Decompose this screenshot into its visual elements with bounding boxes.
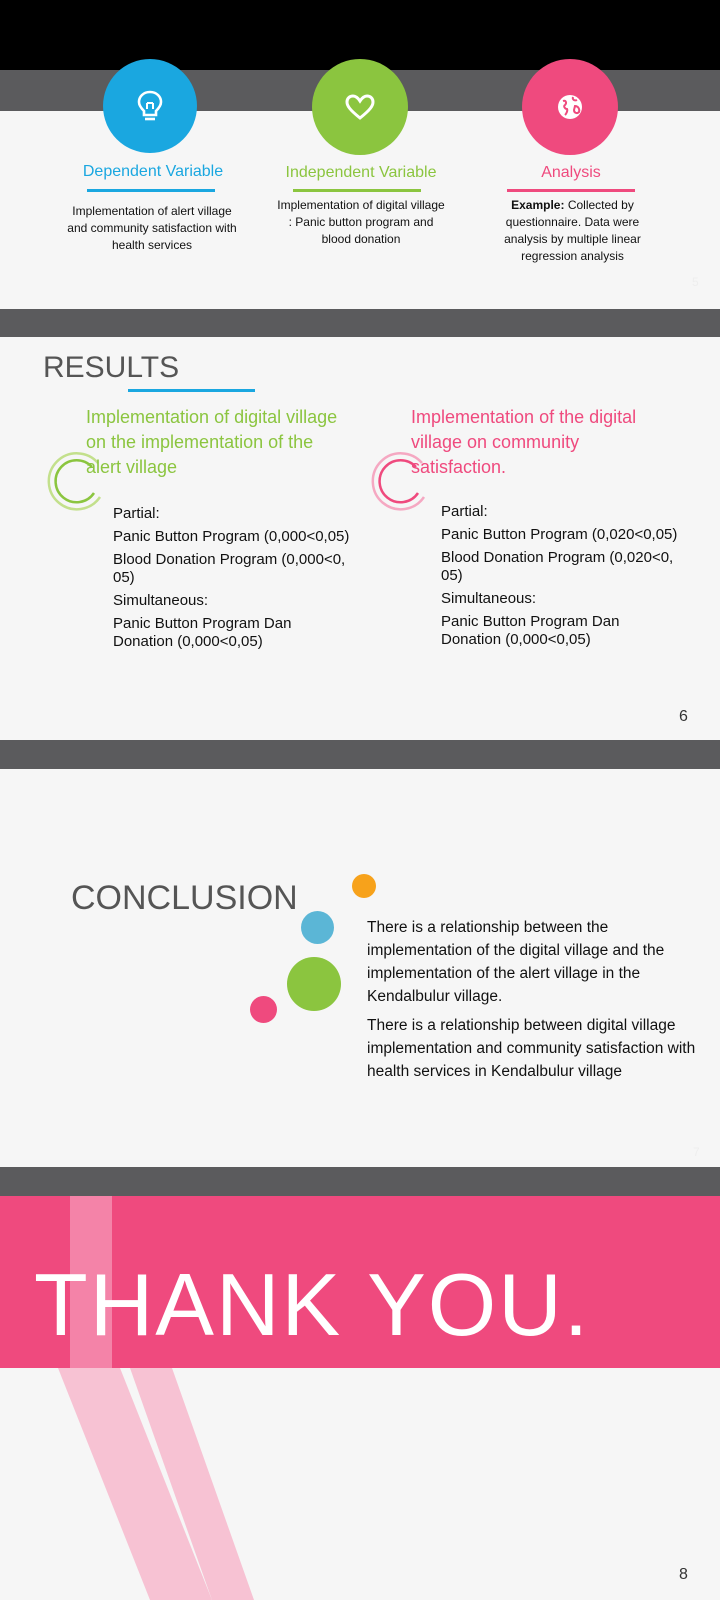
slide-separator <box>0 309 720 337</box>
pink-dot <box>250 996 277 1023</box>
thank-you-band <box>0 1196 720 1368</box>
dependent-variable-title: Dependent Variable <box>82 163 224 180</box>
title-underline <box>87 189 215 192</box>
thank-you-title: THANK YOU. <box>34 1255 591 1354</box>
analysis-desc-text: Collected by questionnaire. Data were analysis by multiple linear regression analysis <box>504 198 641 263</box>
list-item: Blood Donation Program (0,000<0, 05) <box>113 551 346 586</box>
list-item: Blood Donation Program (0,020<0, 05) <box>441 549 674 584</box>
left-heading: Implementation of digital village on the implementation of the alert village <box>86 407 338 477</box>
list-item: Panic Button Program (0,000<0,05) <box>113 528 350 545</box>
page-number: 7 <box>693 1145 700 1159</box>
page-number: 8 <box>679 1566 688 1583</box>
teal-dot <box>301 911 334 944</box>
orange-dot <box>352 874 376 898</box>
slide-7 <box>0 769 720 1167</box>
analysis-desc <box>495 197 650 265</box>
slide-separator <box>0 740 720 769</box>
dependent-variable-badge <box>103 59 197 153</box>
list-item: Partial: <box>113 505 160 522</box>
list-item: Simultaneous: <box>441 590 537 607</box>
list-item: Panic Button Program Dan Donation (0,000<0,05) <box>113 615 292 650</box>
conclusion-paragraph: There is a relationship between the implementation of the digital village and the implementation of the alert village in the Kendalbulur village. <box>367 919 665 1005</box>
list-item: Panic Button Program (0,020<0,05) <box>441 526 678 543</box>
results-title: RESULTS <box>43 351 180 384</box>
independent-variable-desc: Implementation of digital village : Panic button program and blood donation <box>277 198 445 246</box>
independent-variable-badge <box>312 59 408 155</box>
conclusion-paragraph: There is a relationship between digital village implementation and community satisfaction with health services in Kendalbulur village <box>367 1017 696 1080</box>
page-number: 6 <box>679 708 688 725</box>
right-results-list <box>441 503 681 654</box>
dependent-variable-desc: Implementation of alert village and community satisfaction with health services <box>67 204 237 252</box>
left-results-list <box>113 505 353 656</box>
title-underline <box>293 189 421 192</box>
slide-separator <box>0 1167 720 1196</box>
conclusion-title: CONCLUSION <box>71 879 298 917</box>
analysis-desc-bold: Example: <box>511 198 565 212</box>
independent-variable-title: Independent Variable <box>285 164 437 181</box>
green-dot <box>287 957 341 1011</box>
globe-icon <box>555 92 585 122</box>
heart-icon <box>344 93 376 121</box>
conclusion-text <box>367 916 697 1089</box>
analysis-badge <box>522 59 618 155</box>
list-item: Panic Button Program Dan Donation (0,000<0,05) <box>441 613 620 648</box>
lightbulb-icon <box>135 89 165 123</box>
slide-6 <box>0 337 720 740</box>
title-underline <box>507 189 635 192</box>
title-underline <box>128 389 255 392</box>
list-item: Simultaneous: <box>113 592 209 609</box>
analysis-title: Analysis <box>541 164 601 181</box>
slide-8 <box>0 1196 720 1600</box>
right-heading: Implementation of the digital village on community satisfaction. <box>411 407 637 477</box>
list-item: Partial: <box>441 503 488 520</box>
page-number: 5 <box>692 275 699 289</box>
